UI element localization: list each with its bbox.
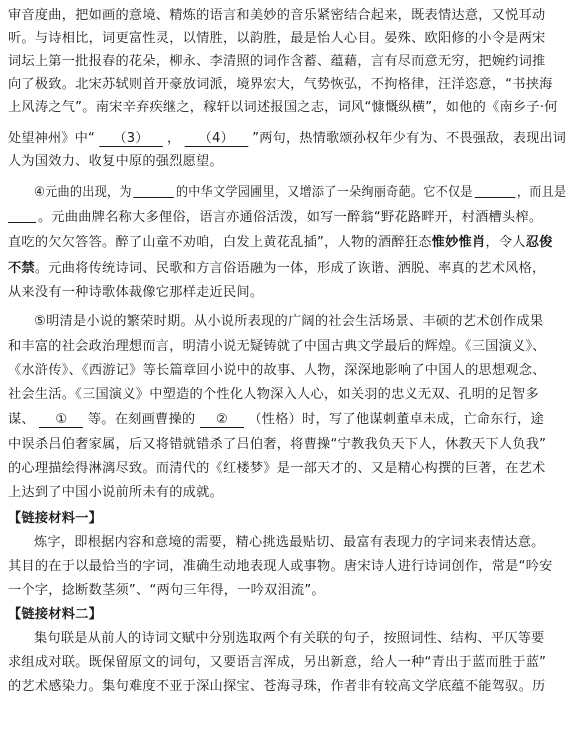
bold-phrase: 不禁 [8, 261, 35, 276]
text-line-11 [8, 259, 546, 279]
section-heading-material-1: 【链接材料一】 [8, 511, 103, 526]
text-line-28: 的艺术感染力。集句难度不亚于深山探宝、苍海寻珠，作者非有较高文学底蕴不能驾驭。历 [8, 679, 546, 694]
text-line-27: 求组成对联。既保留原文的词句，又要语言浑成，另出新意，给人一种“青出于蓝而胜于蓝” [8, 655, 547, 670]
text-segment: （性格）时，写了他谋刺董卓未成，亡命东行，途 [248, 412, 544, 427]
text-segment: 等。在刻画曹操的 [87, 412, 196, 427]
text-line-22: 炼字，即根据内容和意境的需要，精心挑选最贴切、最富有表现力的字词来表情达意。 [34, 535, 545, 550]
text-segment: ，而且是 [516, 185, 567, 200]
text-segment: ， [167, 131, 181, 146]
blank-1: ① [39, 412, 83, 428]
text-line-19: 的心理描绘得淋漓尽致。而清代的《红楼梦》是一部天才的、又是精心构撰的巨著，在艺术 [8, 461, 546, 476]
fill-blank-line [8, 207, 36, 223]
section-heading-material-2: 【链接材料二】 [8, 607, 103, 622]
text-line-3: 词坛上第一批报春的花朵，柳永、李清照的词作含蓄、蕴藉，言有尽而意无穷，把婉约词推 [8, 54, 546, 69]
text-line-8 [34, 182, 566, 203]
text-line-24: 一个字，捻断数茎须”、“两句三年得，一吟双泪流”。 [8, 583, 325, 598]
text-segment: 直吃的欠欠答答。醉了山童不劝咱，白发上黄花乱插”，人物的酒醉狂态 [8, 235, 432, 250]
text-line-20: 上达到了中国小说前所未有的成就。 [8, 485, 223, 500]
bold-phrase: 惟妙惟肖 [431, 235, 486, 250]
text-line-7: 人为国效力、收复中原的强烈愿望。 [8, 154, 223, 169]
text-segment: ，令人 [485, 235, 526, 250]
text-line-10 [8, 233, 553, 253]
text-line-23: 其目的在于以最恰当的字词，准确生动地表现人或事物。唐宋诗人进行诗词创作，常是“吟安 [8, 559, 553, 574]
blank-2: ② [200, 412, 244, 428]
fill-blank-line [134, 182, 174, 198]
text-line-16: 社会生活。《三国演义》中塑造的个性化人物深入人心，如关羽的忠义无双、孔明的足智多 [8, 387, 539, 402]
text-line-15: 《水浒传》、《西游记》等长篇章回小说中的故事、人物，深深地影响了中国人的思想观念、 [8, 363, 546, 378]
text-line-1: 审音度曲，把如画的意境、精炼的语言和美妙的音乐紧密结合起来，既表情达意，又悦耳动 [8, 8, 546, 23]
text-line-12: 从来没有一种诗歌体裁像它那样走近民间。 [8, 285, 264, 300]
blank-3: （3） [100, 131, 163, 147]
text-segment: 。元曲曲牌名称大多俚俗，语言亦通俗活泼，如写一醉翁“野花路畔开，村酒槽头榨。 [38, 210, 543, 225]
bold-phrase: 忍俊 [525, 235, 553, 250]
text-line-13: ⑤明清是小说的繁荣时期。从小说所表现的广阔的社会生活场景、丰硕的艺术创作成果 [34, 314, 544, 329]
text-segment: 的中华文学园圃里，又增添了一朵绚丽奇葩。它不仅是 [175, 185, 473, 200]
text-line-2: 听。与诗相比，词更富性灵，以情胜，以韵胜，最是怡人心目。晏殊、欧阳修的小令是两宋 [8, 31, 546, 46]
text-line-14: 和丰富的社会政治理想而言，明清小说无疑铸就了中国古典文学最后的辉煌。《三国演义》、 [8, 339, 546, 354]
text-line-6 [8, 129, 566, 149]
text-segment: 处望神州》中“ [8, 131, 96, 146]
fill-blank-line [475, 182, 515, 198]
text-segment: ④元曲的出现，为 [34, 185, 132, 200]
text-line-5: 上风涛之气”。南宋辛弃疾继之，稼轩以词述报国之志，词风“慷慨纵横”，如他的《南乡子·何 [8, 100, 558, 115]
text-segment: 。元曲将传统诗词、民歌和方言俗语融为一体，形成了诙谐、洒脱、率真的艺术风格， [34, 261, 546, 276]
text-segment: ”两句，热情歌颂孙权年少有为、不畏强敌，表现出词 [252, 131, 567, 146]
blank-4: （4） [185, 131, 248, 147]
text-line-4: 向了极致。北宋苏轼则首开豪放词派，境界宏大，气势恢弘，不拘格律，汪洋恣意，“书挟海 [8, 77, 553, 92]
text-line-17 [8, 410, 544, 430]
text-segment: 谋、 [8, 412, 35, 427]
text-line-9 [8, 207, 542, 228]
text-line-26: 集句联是从前人的诗词文赋中分别选取两个有关联的句子，按照词性、结构、平仄等要 [34, 631, 545, 646]
text-line-18: 中误杀吕伯奢家属，后又将错就错杀了吕伯奢，将曹操“宁教我负天下人，休教天下人负我” [8, 437, 547, 452]
